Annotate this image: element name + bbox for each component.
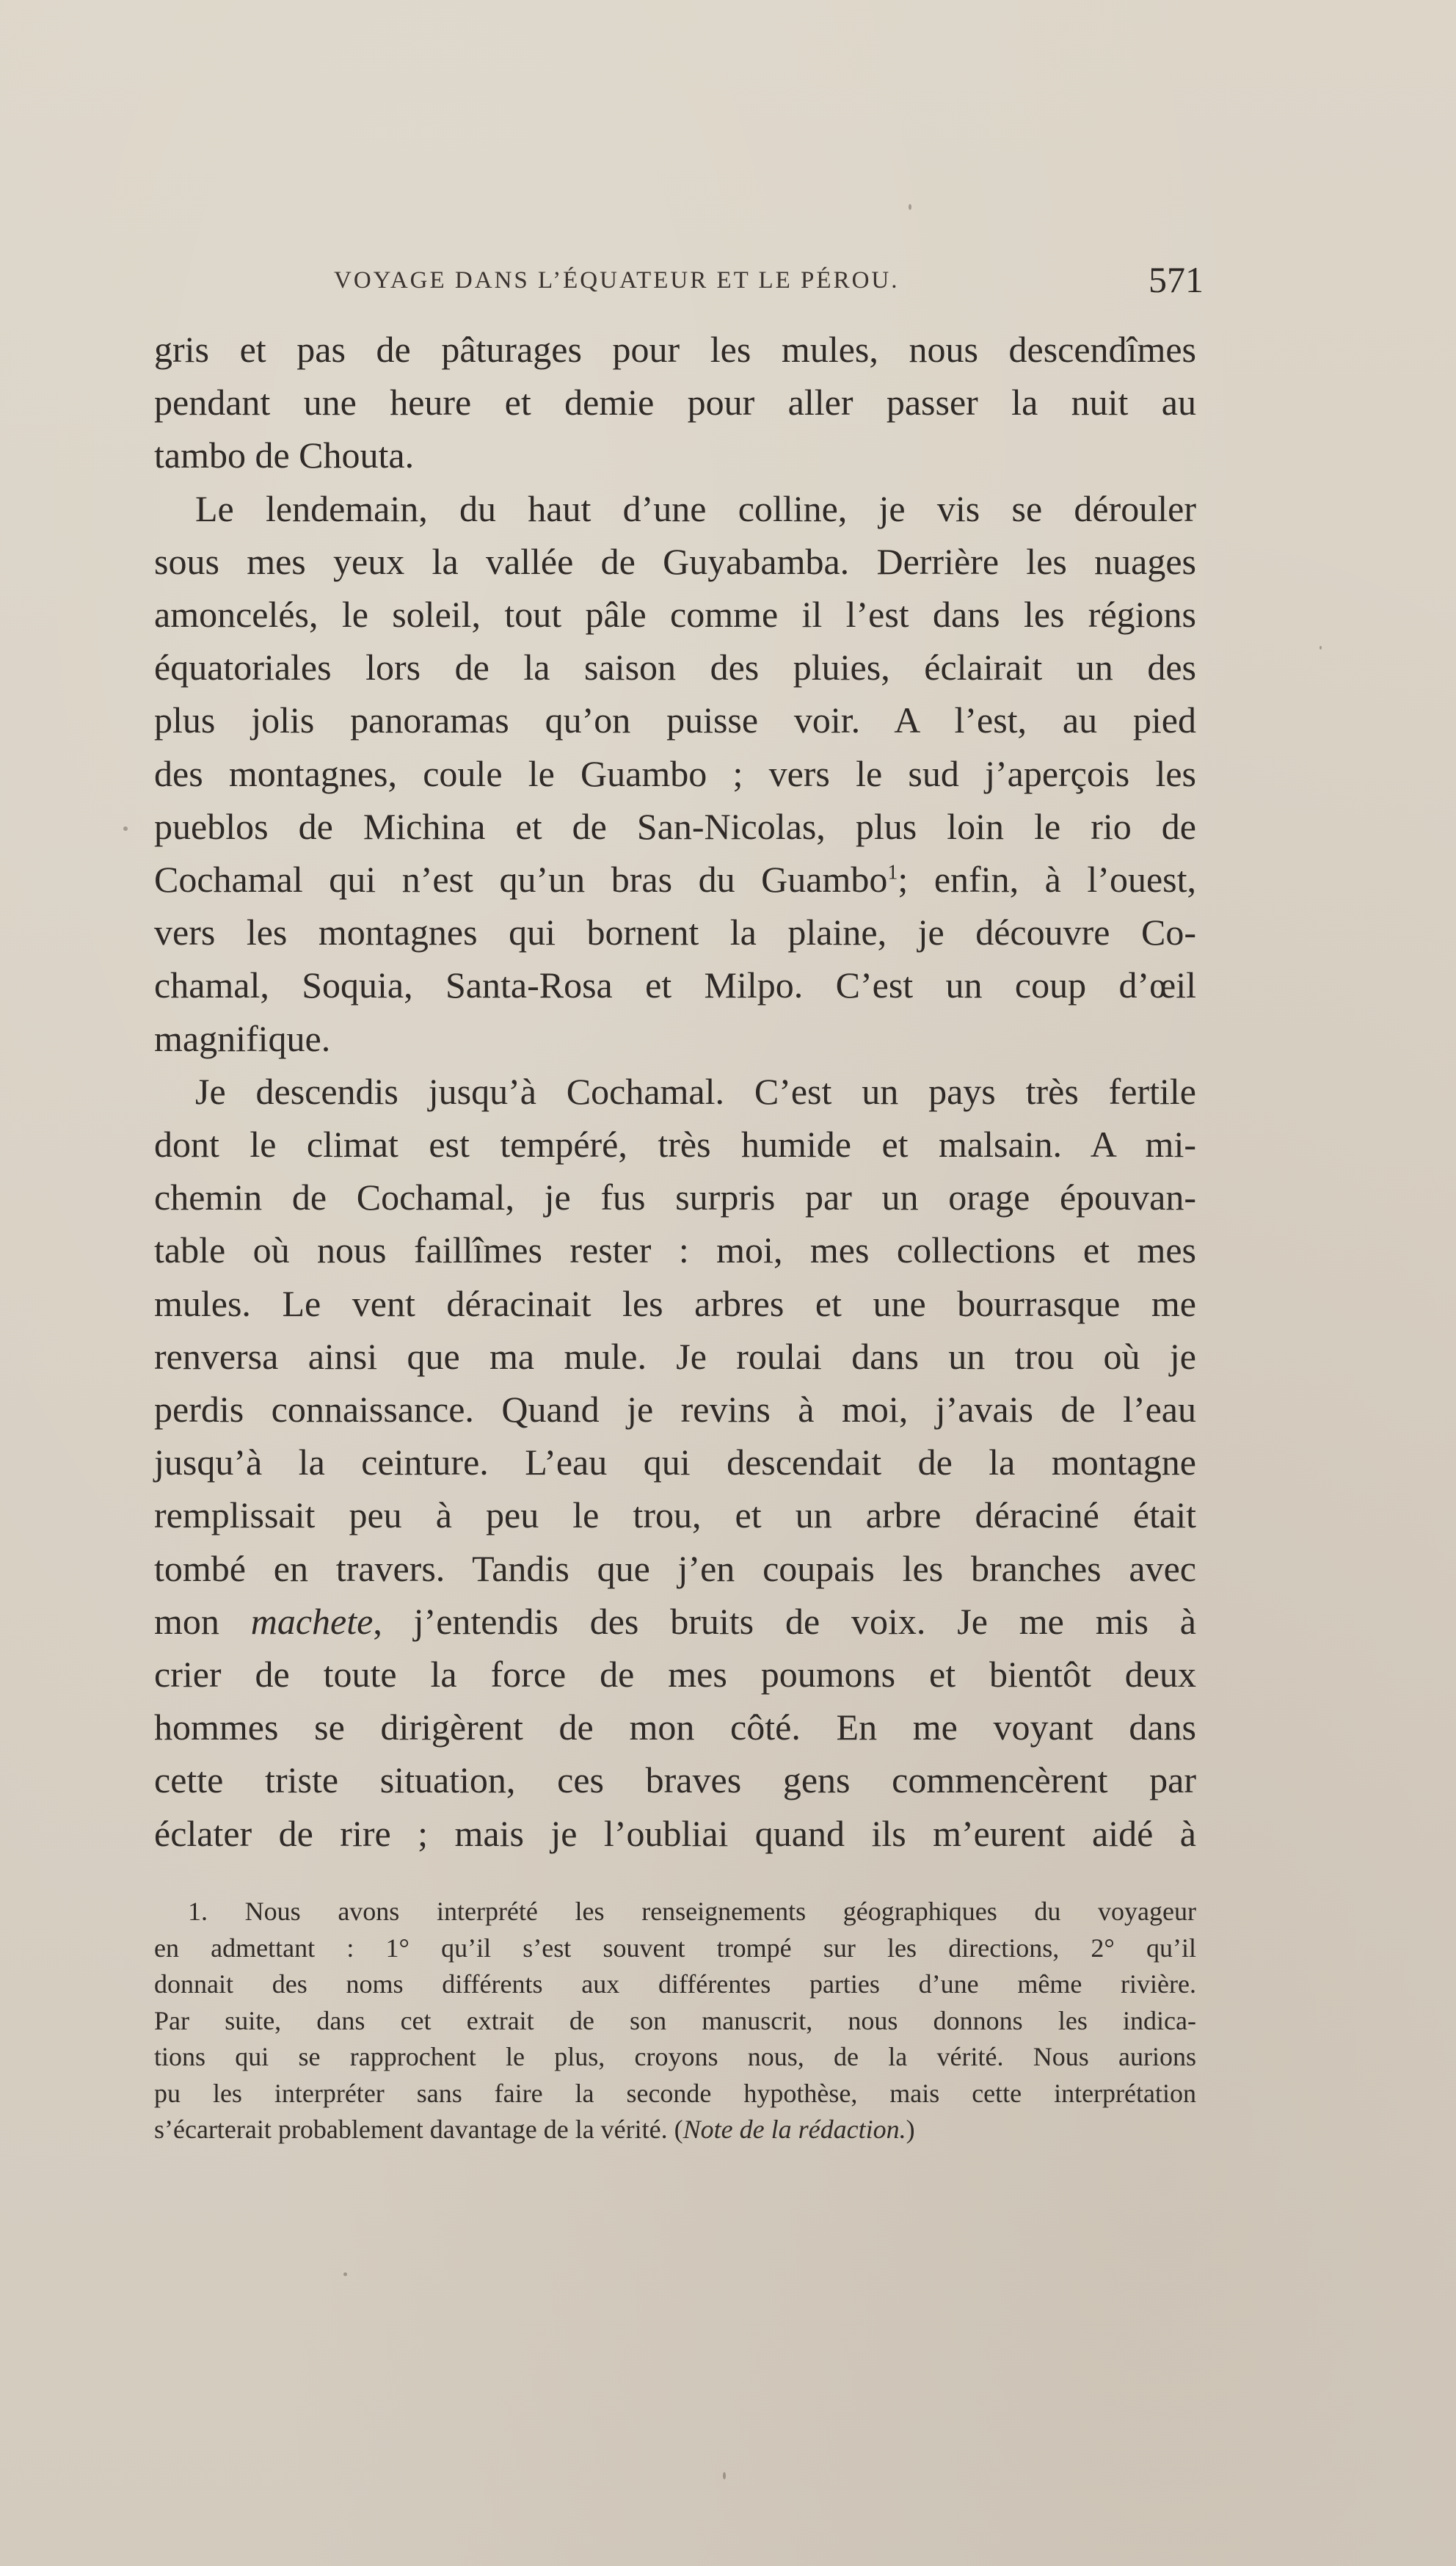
- text-line: gris et pas de pâturages pour les mules, nous descendîmes: [154, 329, 1196, 370]
- paper-speck: [723, 2472, 726, 2479]
- italic-word: machete: [250, 1600, 374, 1642]
- text-line: cette triste situation, ces braves gens commencèrent par: [154, 1759, 1196, 1801]
- body-text: [154, 323, 1196, 1860]
- text-line: dont le climat est tempéré, très humide et malsain. A mi-: [154, 1124, 1196, 1166]
- text-line: vers les montagnes qui bornent la plaine, je découvre Co-: [154, 912, 1196, 953]
- text-line: tambo de Chouta.: [154, 435, 415, 476]
- text-line: magnifique.: [154, 1017, 331, 1059]
- text-line: chamal, Soquia, Santa-Rosa et Milpo. C’est un coup d’œil: [154, 964, 1196, 1006]
- paragraph: [154, 482, 1196, 1065]
- text-line: amoncelés, le soleil, tout pâle comme il l’est dans les régions: [154, 594, 1196, 636]
- footnote-line: [154, 2112, 1196, 2148]
- paragraph: [154, 1065, 1196, 1860]
- text-line: chemin de Cochamal, je fus surpris par un orage épouvan-: [154, 1177, 1196, 1218]
- text-segment: s’écarterait probablement davantage de la vérité. (: [154, 2115, 683, 2144]
- footnote-line: tions qui se rapprochent le plus, croyons nous, de la vérité. Nous aurions: [154, 2042, 1196, 2071]
- paper-speck: [909, 204, 911, 210]
- text-line: tombé en travers. Tandis que j’en coupais les branches avec: [154, 1547, 1196, 1589]
- footnote-line: 1. Nous avons interprété les renseignements géographiques du voyageur: [188, 1897, 1196, 1926]
- footnote-line: pu les interpréter sans faire la seconde hypothèse, mais cette interprétation: [154, 2078, 1196, 2108]
- paragraph: [154, 323, 1196, 482]
- text-line: [154, 1595, 1196, 1648]
- footnote: [154, 1894, 1196, 2148]
- text-segment: , j’entendis des bruits de voix. Je me mis à: [373, 1600, 1196, 1642]
- text-line: équatoriales lors de la saison des pluies, éclairait un des: [154, 647, 1196, 688]
- text-segment: mon: [154, 1600, 251, 1642]
- text-line: hommes se dirigèrent de mon côté. En me voyant dans: [154, 1707, 1196, 1748]
- text-line: Le lendemain, du haut d’une colline, je vis se dérouler: [195, 487, 1196, 529]
- text-line: remplissait peu à peu le trou, et un arbre déraciné était: [154, 1494, 1196, 1536]
- text-line: éclater de rire ; mais je l’oubliai quand ils m’eurent aidé à: [154, 1812, 1196, 1854]
- page-header: [154, 258, 1204, 302]
- text-line: plus jolis panoramas qu’on puisse voir. A l’est, au pied: [154, 699, 1196, 741]
- text-segment: Cochamal qui n’est qu’un bras du Guambo: [154, 859, 888, 901]
- paper-speck: [123, 826, 128, 831]
- text-line: sous mes yeux la vallée de Guyabamba. Derrière les nuages: [154, 540, 1196, 582]
- text-line: jusqu’à la ceinture. L’eau qui descendait de la montagne: [154, 1442, 1196, 1483]
- text-line: renversa ainsi que ma mule. Je roulai dans un trou où je: [154, 1335, 1196, 1377]
- footnote-line: donnait des noms différents aux différentes parties d’une même rivière.: [154, 1969, 1196, 1999]
- page-number: 571: [1149, 259, 1204, 300]
- italic-note: Note de la rédaction.: [682, 2115, 906, 2144]
- running-title: VOYAGE DANS L’ÉQUATEUR ET LE PÉROU.: [334, 267, 900, 294]
- text-line: [154, 853, 1196, 906]
- footnote-marker: 1: [887, 861, 898, 884]
- text-segment: ): [906, 2115, 915, 2144]
- text-segment: ; enfin, à l’ouest,: [898, 859, 1196, 901]
- paper-speck: [343, 2272, 347, 2276]
- text-line: mules. Le vent déracinait les arbres et une bourrasque me: [154, 1282, 1196, 1324]
- text-line: des montagnes, coule le Guambo ; vers le sud j’aperçois les: [154, 752, 1196, 794]
- text-line: pendant une heure et demie pour aller passer la nuit au: [154, 382, 1196, 424]
- text-line: table où nous faillîmes rester : moi, mes collections et mes: [154, 1229, 1196, 1271]
- text-line: perdis connaissance. Quand je revins à moi, j’avais de l’eau: [154, 1389, 1196, 1431]
- text-line: Je descendis jusqu’à Cochamal. C’est un pays très fertile: [195, 1070, 1196, 1112]
- text-line: crier de toute la force de mes poumons et bientôt deux: [154, 1654, 1196, 1695]
- footnote-line: Par suite, dans cet extrait de son manuscrit, nous donnons les indica-: [154, 2005, 1196, 2035]
- footnote-line: en admettant : 1° qu’il s’est souvent trompé sur les directions, 2° qu’il: [154, 1933, 1196, 1963]
- paper-speck: [1320, 646, 1322, 650]
- text-line: pueblos de Michina et de San-Nicolas, plus loin le rio de: [154, 805, 1196, 847]
